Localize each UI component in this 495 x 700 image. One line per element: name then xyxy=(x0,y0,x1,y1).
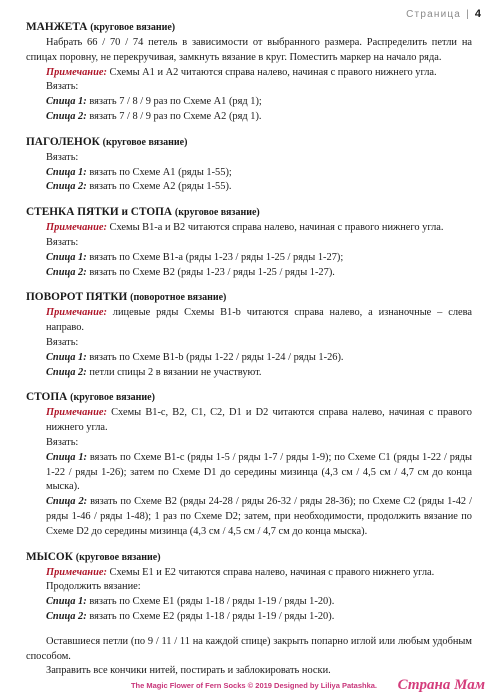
section-heading xyxy=(26,290,472,305)
needle-text: вязать по Схеме В2 (ряды 1-23 / ряды 1-25 / ряды 1-27). xyxy=(86,266,335,278)
section-heel-flap xyxy=(26,205,472,280)
page-header xyxy=(406,8,481,20)
needle-text: вязать 7 / 8 / 9 раз по Схеме А1 (ряд 1); xyxy=(86,96,262,108)
note-label: Примечание: xyxy=(46,307,107,319)
note-text: Схемы А1 и А2 читаются справа налево, начиная с правого нижнего угла. xyxy=(106,66,437,78)
needle-text: вязать по Схеме А2 (ряды 1-55). xyxy=(86,181,232,193)
page-number: 4 xyxy=(474,8,481,20)
note xyxy=(26,221,472,236)
section-finish xyxy=(26,635,472,679)
header-separator: | xyxy=(466,8,470,20)
section-leg xyxy=(26,135,472,195)
paragraph: Набрать 66 / 70 / 74 петель в зависимости от выбранного размера. Распределить петли на спицах поровну, не перекручивая, замкнуть вязание в круг. Поместить маркер на начало ряда. xyxy=(26,37,472,63)
section-foot xyxy=(26,390,472,539)
note-text: Схемы Е1 и Е2 читаются справа налево, начиная с правого нижнего угла. xyxy=(106,566,435,578)
knit-label: Вязать: xyxy=(46,81,79,93)
needle-2-line xyxy=(26,110,472,125)
page-label: Страница xyxy=(406,8,462,20)
needle-text: вязать по Схеме В1-b (ряды 1-22 / ряды 1-24 / ряды 1-26). xyxy=(86,351,344,363)
knit-label: Вязать: xyxy=(46,151,79,163)
needle-label: Спица 2: xyxy=(46,110,87,122)
section-cuff xyxy=(26,20,472,125)
needle-text: вязать по Схеме Е2 (ряды 1-18 / ряды 1-19 / ряды 1-20). xyxy=(86,610,335,622)
note xyxy=(26,66,472,81)
needle-label: Спица 2: xyxy=(46,366,87,378)
page-footer xyxy=(0,676,495,694)
needle-1-line xyxy=(26,251,472,266)
needle-text: вязать по Схеме В1-а (ряды 1-23 / ряды 1-25 / ряды 1-27); xyxy=(86,251,344,263)
heading-mode: (круговое вязание) xyxy=(75,551,161,563)
needle-label: Спица 1: xyxy=(46,166,87,178)
section-heading xyxy=(26,550,472,565)
note-label: Примечание: xyxy=(46,566,107,578)
needle-1-line xyxy=(26,95,472,110)
section-heading xyxy=(26,135,472,150)
needle-text: вязать 7 / 8 / 9 раз по Схеме А2 (ряд 1). xyxy=(86,110,262,122)
section-toe xyxy=(26,550,472,625)
needle-1-line xyxy=(26,595,472,610)
needle-2-line xyxy=(26,366,472,381)
note-text: Схемы В1-а и В2 читаются справа налево, начиная с правого нижнего угла. xyxy=(106,222,444,234)
heading-title: МЫСОК xyxy=(26,550,73,563)
knit-label: Вязать: xyxy=(46,336,79,348)
needle-1-line xyxy=(26,351,472,366)
heading-mode: (круговое вязание) xyxy=(90,22,176,33)
section-heel-turn xyxy=(26,290,472,380)
heading-mode: (поворотное вязание) xyxy=(130,292,227,304)
heading-mode: (круговое вязание) xyxy=(102,136,188,148)
heading-mode: (круговое вязание) xyxy=(174,207,260,219)
needle-text: петли спицы 2 в вязании не участвуют. xyxy=(86,366,262,378)
needle-text: вязать по Схеме Е1 (ряды 1-18 / ряды 1-19 / ряды 1-20). xyxy=(86,596,335,608)
needle-2-line xyxy=(26,610,472,625)
needle-label: Спица 2: xyxy=(46,610,87,622)
needle-text: вязать по Схеме В2 (ряды 24-28 / ряды 26-32 / ряды 28-36); по Схеме С2 (ряды 1-42 / ряды 1-46 / ряды 1-48); 1 раз по Схеме D2; затем, при необходимости, продолжить вязание по Схеме D2 до середины мизинца (4,3 см / 4,5 см / 4,7 см до конца мыска). xyxy=(46,496,472,537)
note xyxy=(26,306,472,336)
footer-credit: The Magic Flower of Fern Socks © 2019 Designed by Liliya Patashka. xyxy=(130,681,377,690)
section-heading xyxy=(26,20,472,35)
needle-1-line xyxy=(26,166,472,181)
needle-label: Спица 1: xyxy=(46,451,88,463)
needle-label: Спица 2: xyxy=(46,496,88,508)
note-text: лицевые ряды Схемы В1-b читаются справа налево, а изнаночные – слева направо. xyxy=(46,307,472,334)
heading-title: ПОВОРОТ ПЯТКИ xyxy=(26,291,128,304)
needle-2-line xyxy=(26,266,472,281)
needle-label: Спица 1: xyxy=(46,596,87,608)
needle-label: Спица 2: xyxy=(46,266,87,278)
needle-label: Спица 1: xyxy=(46,96,87,108)
knit-label: Продолжить вязание: xyxy=(46,581,141,593)
needle-label: Спица 1: xyxy=(46,251,87,263)
paragraph: Оставшиеся петли (по 9 / 11 / 11 на каждой спице) закрыть попарно иглой или любым удобным способом. xyxy=(26,635,472,662)
section-heading xyxy=(26,205,472,220)
note xyxy=(26,566,472,581)
note-text: Схемы В1-с, В2, С1, С2, D1 и D2 читаются справа налево, начиная с правого нижнего угла. xyxy=(46,407,472,434)
needle-text: вязать по Схеме А1 (ряды 1-55); xyxy=(86,166,232,178)
note-label: Примечание: xyxy=(46,222,107,234)
needle-1-line xyxy=(26,451,472,495)
heading-title: СТОПА xyxy=(26,391,68,404)
needle-2-line xyxy=(26,495,472,539)
document-content xyxy=(26,20,472,689)
note xyxy=(26,406,472,436)
needle-2-line xyxy=(26,180,472,195)
heading-title: МАНЖЕТА xyxy=(26,21,88,33)
paragraph: Заправить все кончики нитей, постирать и заблокировать носки. xyxy=(46,665,331,677)
knit-label: Вязать: xyxy=(46,236,79,248)
knit-label: Вязать: xyxy=(46,436,79,448)
note-label: Примечание: xyxy=(46,66,107,78)
heading-mode: (круговое вязание) xyxy=(70,392,155,404)
needle-label: Спица 1: xyxy=(46,351,87,363)
section-heading xyxy=(26,390,472,405)
needle-label: Спица 2: xyxy=(46,181,87,193)
heading-title: ПАГОЛЕНОК xyxy=(26,135,100,148)
note-label: Примечание: xyxy=(46,407,107,419)
heading-title: СТЕНКА ПЯТКИ и СТОПА xyxy=(26,206,173,219)
site-logo[interactable]: Страна Мам xyxy=(397,677,485,693)
needle-text: вязать по Схеме В1-с (ряды 1-5 / ряды 1-7 / ряды 1-9); по Схеме С1 (ряды 1-22 / ряды 1-22 / ряды 1-26); затем по Схеме D1 до середины мизинца (4,3 см / 4,5 см / 4,7 см до конца мыска). xyxy=(46,451,472,493)
